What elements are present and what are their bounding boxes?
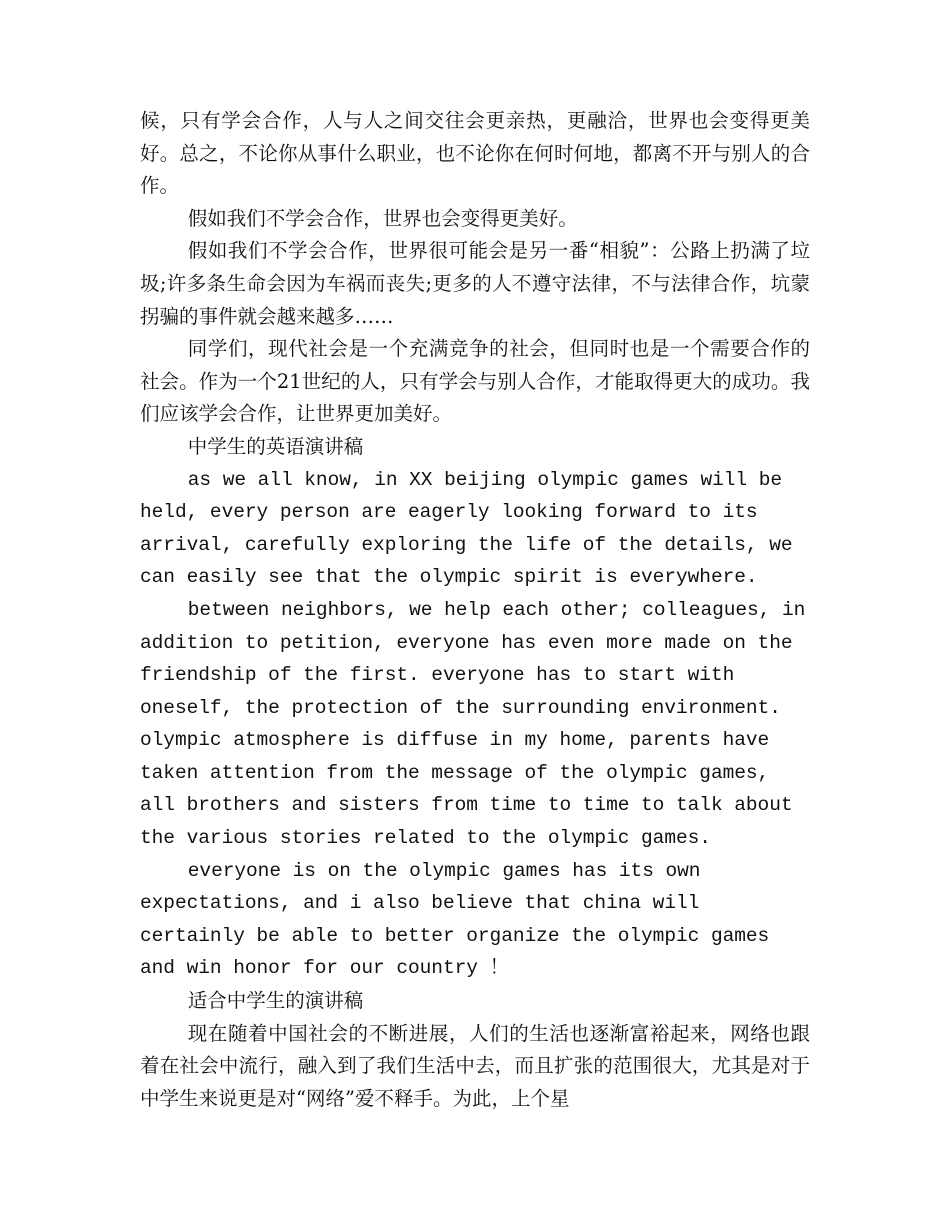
paragraph-english-neighbors: between neighbors, we help each other; colleagues, in addition to petition, everyone has even more made on the friendship of the first. everyone has to start with oneself, the protection of the surrounding environment. olympic atmosphere is diffuse in my home, parents have taken attention from the message of the olympic games, all brothers and sisters from time to time to talk about the various stories related to the olympic games. (140, 598, 806, 850)
document-page (140, 105, 810, 1115)
paragraph-internet-intro: 现在随着中国社会的不断进展，人们的生活也逐渐富裕起来，网络也跟着在社会中流行，融入到了我们生活中去，而且扩张的范围很大，尤其是对于中学生来说更是对“网络”爱不释手。为此，上个星 (140, 1021, 810, 1110)
paragraph-students-address: 同学们，现代社会是一个充满竞争的社会，但同时也是一个需要合作的社会。作为一个21世纪的人，只有学会与别人合作，才能取得更大的成功。我们应该学会合作，让世界更加美好。 (140, 337, 810, 426)
paragraph-without-cooperation: 假如我们不学会合作，世界很可能会是另一番“相貌”：公路上扔满了垃圾;许多条生命会因为车祸而丧失;更多的人不遵守法律，不与法律合作，坑蒙拐骗的事件就会越来越多…… (140, 239, 810, 328)
section-heading-english-speech: 中学生的英语演讲稿 (187, 434, 364, 458)
paragraph-english-expectations: everyone is on the olympic games has its own expectations, and i also believe that china will certainly be able to better organize the olympic games and win honor for our country ！ (140, 859, 770, 980)
section-heading-student-speech: 适合中学生的演讲稿 (187, 989, 364, 1013)
paragraph-cooperation-conclusion: 候，只有学会合作，人与人之间交往会更亲热，更融洽，世界也会变得更美好。总之，不论你从事什么职业，也不论你在何时何地，都离不开与别人的合作。 (140, 109, 810, 198)
paragraph-english-olympics-intro: as we all know, in XX beijing olympic games will be held, every person are eagerly looking forward to its arrival, carefully exploring the life of the details, we can easily see that the olympic spirit is everywhere. (140, 468, 793, 589)
paragraph-cooperation-hypothesis: 假如我们不学会合作，世界也会变得更美好。 (187, 206, 578, 230)
